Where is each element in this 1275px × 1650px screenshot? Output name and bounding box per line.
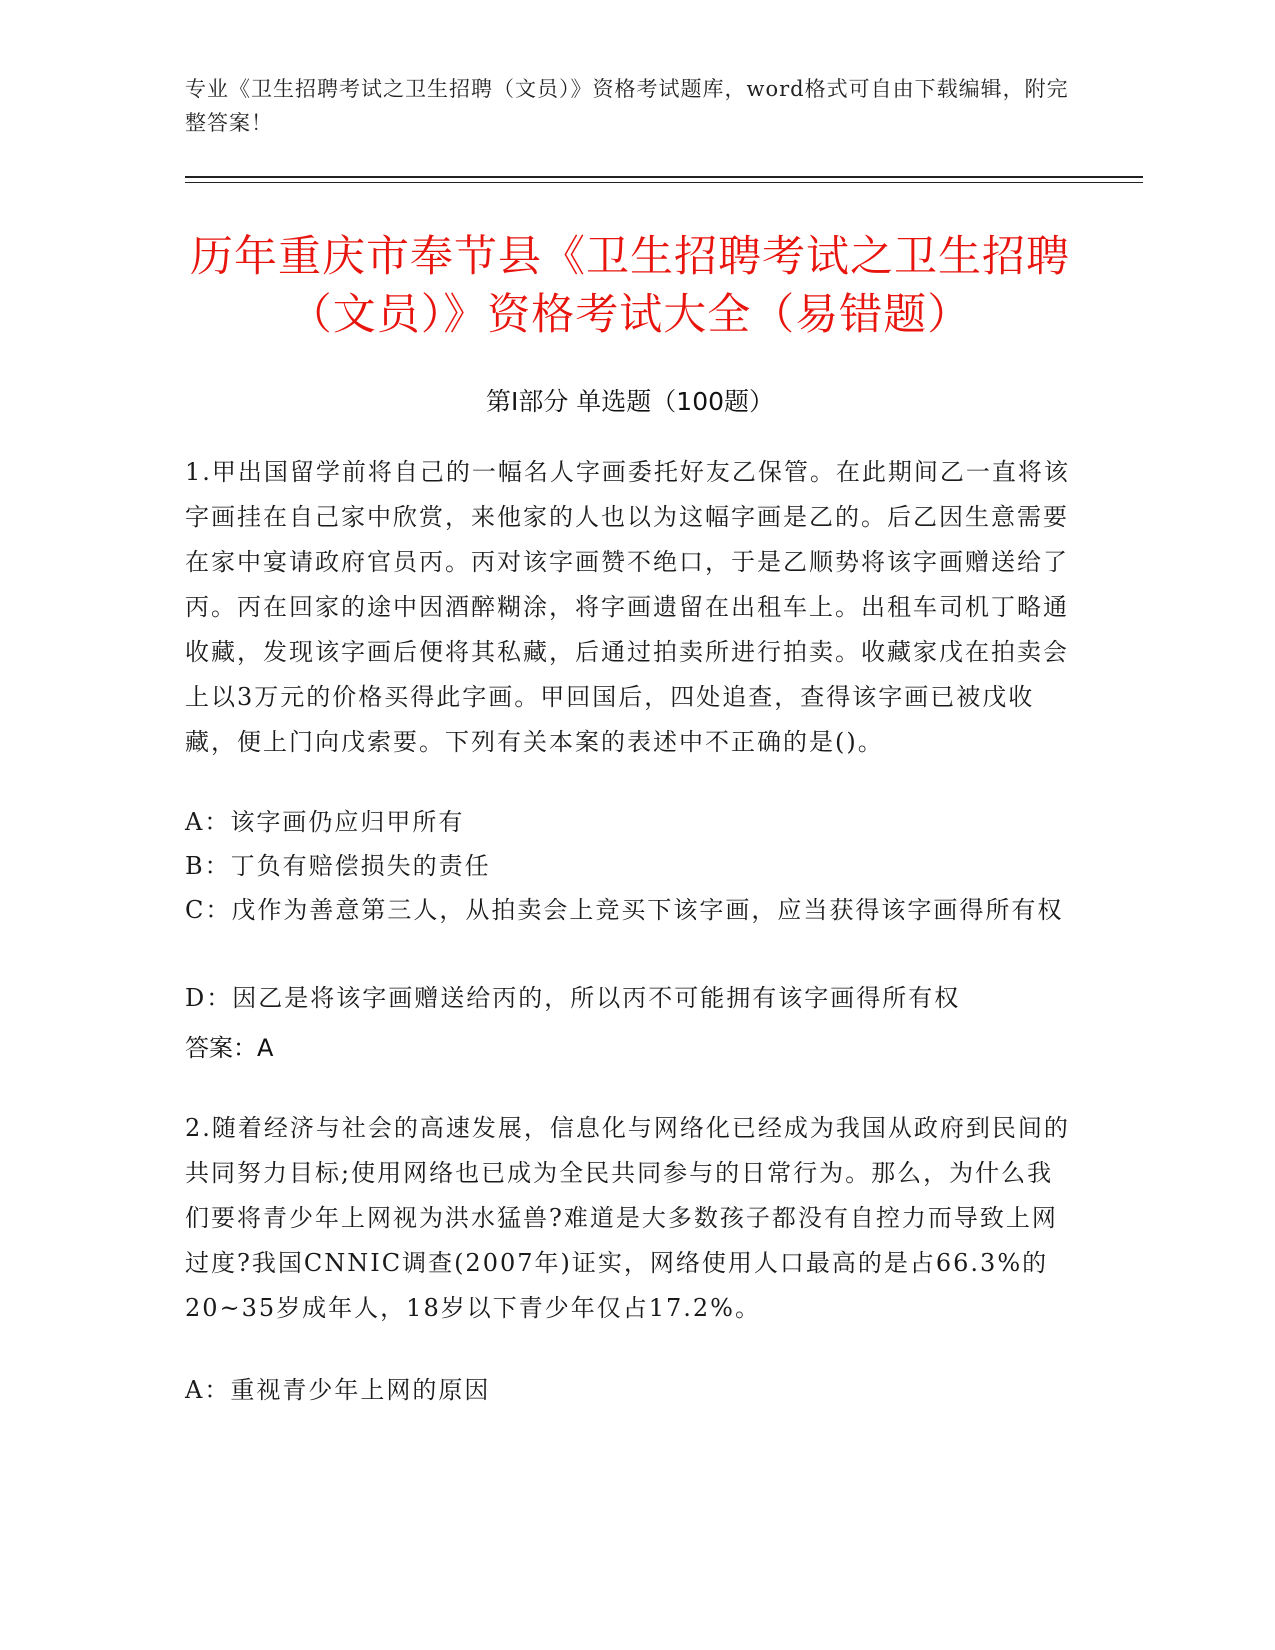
- question-1-text: 1.甲出国留学前将自己的一幅名人字画委托好友乙保管。在此期间乙一直将该字画挂在自己家中欣赏，来他家的人也以为这幅字画是乙的。后乙因生意需要在家中宴请政府官员丙。丙对该字画赞不绝口，于是乙顺势将该字画赠送给了丙。丙在回家的途中因酒醉糊涂，将字画遗留在出租车上。出租车司机丁略通收藏，发现该字画后便将其私藏，后通过拍卖所进行拍卖。收藏家戊在拍卖会上以3万元的价格买得此字画。甲回国后，四处追查，查得该字画已被戊收藏，便上门向戊索要。下列有关本案的表述中不正确的是()。: [185, 458, 1070, 756]
- question-1-option-c: C：戊作为善意第三人，从拍卖会上竞买下该字画，应当获得该字画得所有权: [185, 896, 1064, 924]
- header-divider-thick: [185, 176, 1143, 178]
- question-2-option-a: A：重视青少年上网的原因: [185, 1376, 491, 1404]
- header-note: 专业《卫生招聘考试之卫生招聘（文员）》资格考试题库，word格式可自由下载编辑，附完整答案！: [185, 77, 1069, 135]
- section-title: 第I部分 单选题（100题）: [485, 387, 775, 416]
- question-1-option-b: B：丁负有赔偿损失的责任: [185, 852, 491, 880]
- question-1-option-d: D：因乙是将该字画赠送给丙的，所以丙不可能拥有该字画得所有权: [185, 984, 961, 1012]
- document-title: 历年重庆市奉节县《卫生招聘考试之卫生招聘（文员）》资格考试大全（易错题）: [190, 232, 1070, 340]
- question-1-option-a: A：该字画仍应归甲所有: [185, 808, 465, 836]
- question-1-answer: 答案：A: [185, 1034, 274, 1062]
- header-divider-thin: [185, 182, 1143, 183]
- question-2-text: 2.随着经济与社会的高速发展，信息化与网络化已经成为我国从政府到民间的共同努力目标;使用网络也已成为全民共同参与的日常行为。那么，为什么我们要将青少年上网视为洪水猛兽?难道是大多数孩子都没有自控力而导致上网过度?我国CNNIC调查(2007年)证实，网络使用人口最高的是占66.3%的20~35岁成年人，18岁以下青少年仅占17.2%。: [185, 1114, 1070, 1322]
